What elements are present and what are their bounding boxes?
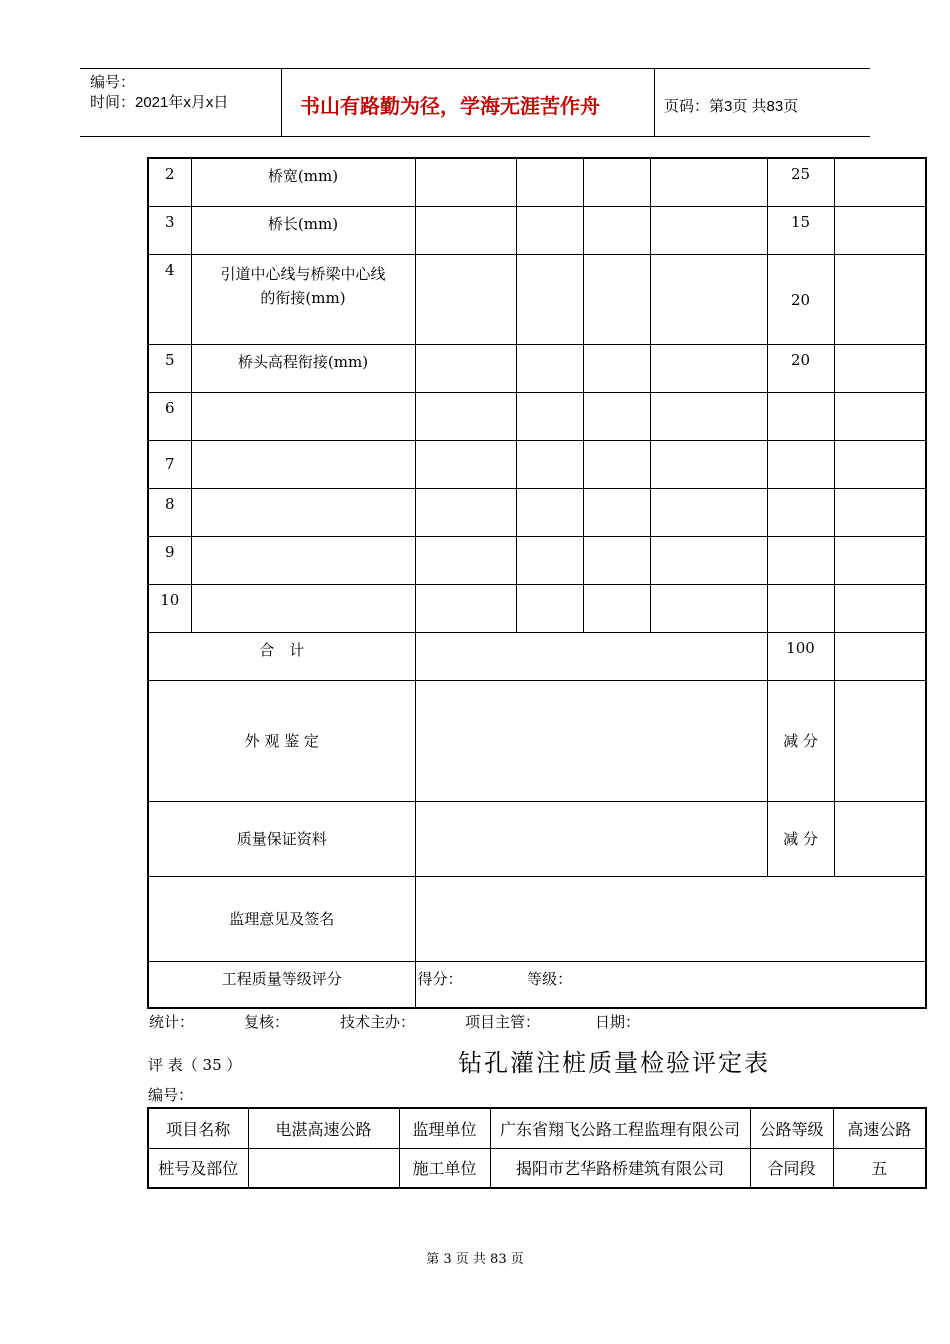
- table-row: [148, 158, 926, 206]
- row-item: 桥宽(mm): [191, 158, 415, 206]
- section-value: 五: [833, 1148, 926, 1188]
- project-name-value: 电湛高速公路: [248, 1108, 399, 1148]
- row-item-line1: 引道中心线与桥梁中心线: [220, 264, 386, 283]
- header-time-label: 时间：2021年x月x日: [90, 94, 229, 111]
- table-row: [148, 1148, 926, 1188]
- quality-docs-row: [148, 801, 926, 876]
- project-name-label: 项目名称: [148, 1108, 248, 1148]
- row-no: 9: [148, 536, 191, 584]
- supervisor-value: 广东省翔飞公路工程监理有限公司: [490, 1108, 750, 1148]
- header-number-label: 编号：: [90, 74, 136, 91]
- form-number-label: 编号：: [148, 1086, 194, 1104]
- table-row: [148, 392, 926, 440]
- footer-page-number: 第 3 页 共 83 页: [426, 1252, 524, 1267]
- inspection-table: [147, 157, 927, 1009]
- grade-row: [148, 961, 926, 1008]
- header-divider-left: [281, 68, 282, 136]
- table-row: [148, 344, 926, 392]
- supervisor-label: 监理单位: [399, 1108, 490, 1148]
- row-score: 25: [767, 158, 834, 206]
- header-divider-right: [654, 68, 655, 136]
- grade-values: [415, 961, 926, 1008]
- road-grade-label: 公路等级: [750, 1108, 833, 1148]
- appearance-deduct: 减 分: [767, 680, 834, 801]
- header-top-rule: [80, 68, 870, 69]
- contractor-value: 揭阳市艺华路桥建筑有限公司: [490, 1148, 750, 1188]
- row-no: 4: [148, 254, 191, 344]
- section-label: 合同段: [750, 1148, 833, 1188]
- row-item: [191, 254, 415, 344]
- row-item: 桥长(mm): [191, 206, 415, 254]
- contractor-label: 施工单位: [399, 1148, 490, 1188]
- total-score: 100: [767, 632, 834, 680]
- table-row: [148, 254, 926, 344]
- header-slogan: 书山有路勤为径，学海无涯苦作舟: [300, 94, 600, 118]
- signoff-stats: 统计：: [149, 1013, 195, 1031]
- table-row: [148, 1108, 926, 1148]
- form-code: 评 表（ 35 ）: [148, 1056, 242, 1074]
- form-title: 钻孔灌注桩质量检验评定表: [458, 1049, 770, 1077]
- table-row: [148, 536, 926, 584]
- supervision-label: 监理意见及签名: [148, 876, 415, 961]
- grade-score-label: 得分：: [417, 969, 463, 988]
- row-no: 2: [148, 158, 191, 206]
- row-item: 桥头高程衔接(mm): [191, 344, 415, 392]
- row-item-line2: 的衔接(mm): [260, 288, 346, 307]
- total-label: 合 计: [148, 632, 415, 680]
- row-no: 5: [148, 344, 191, 392]
- signoff-date: 日期：: [595, 1013, 641, 1031]
- supervision-row: [148, 876, 926, 961]
- row-no: 7: [148, 440, 191, 488]
- signoff-tech: 技术主办：: [340, 1013, 416, 1031]
- quality-docs-deduct: 减 分: [767, 801, 834, 876]
- row-no: 3: [148, 206, 191, 254]
- road-grade-value: 高速公路: [833, 1108, 926, 1148]
- signoff-manager: 项目主管：: [465, 1013, 541, 1031]
- station-label: 桩号及部位: [148, 1148, 248, 1188]
- grade-label: 工程质量等级评分: [148, 961, 415, 1008]
- quality-docs-label: 质量保证资料: [148, 801, 415, 876]
- header-bottom-rule: [80, 136, 870, 137]
- table-row: [148, 206, 926, 254]
- table-row: [148, 440, 926, 488]
- project-info-table: [147, 1107, 927, 1189]
- row-score: 20: [767, 344, 834, 392]
- row-no: 10: [148, 584, 191, 632]
- row-score: 15: [767, 206, 834, 254]
- total-row: [148, 632, 926, 680]
- appearance-label: 外 观 鉴 定: [148, 680, 415, 801]
- row-no: 6: [148, 392, 191, 440]
- appearance-row: [148, 680, 926, 801]
- table-row: [148, 488, 926, 536]
- station-value: [248, 1148, 399, 1188]
- row-score: 20: [767, 254, 834, 344]
- row-no: 8: [148, 488, 191, 536]
- grade-level-label: 等级：: [527, 969, 573, 988]
- table-row: [148, 584, 926, 632]
- signoff-review: 复核：: [244, 1013, 290, 1031]
- header-page-label: 页码：第3页 共83页: [664, 98, 799, 115]
